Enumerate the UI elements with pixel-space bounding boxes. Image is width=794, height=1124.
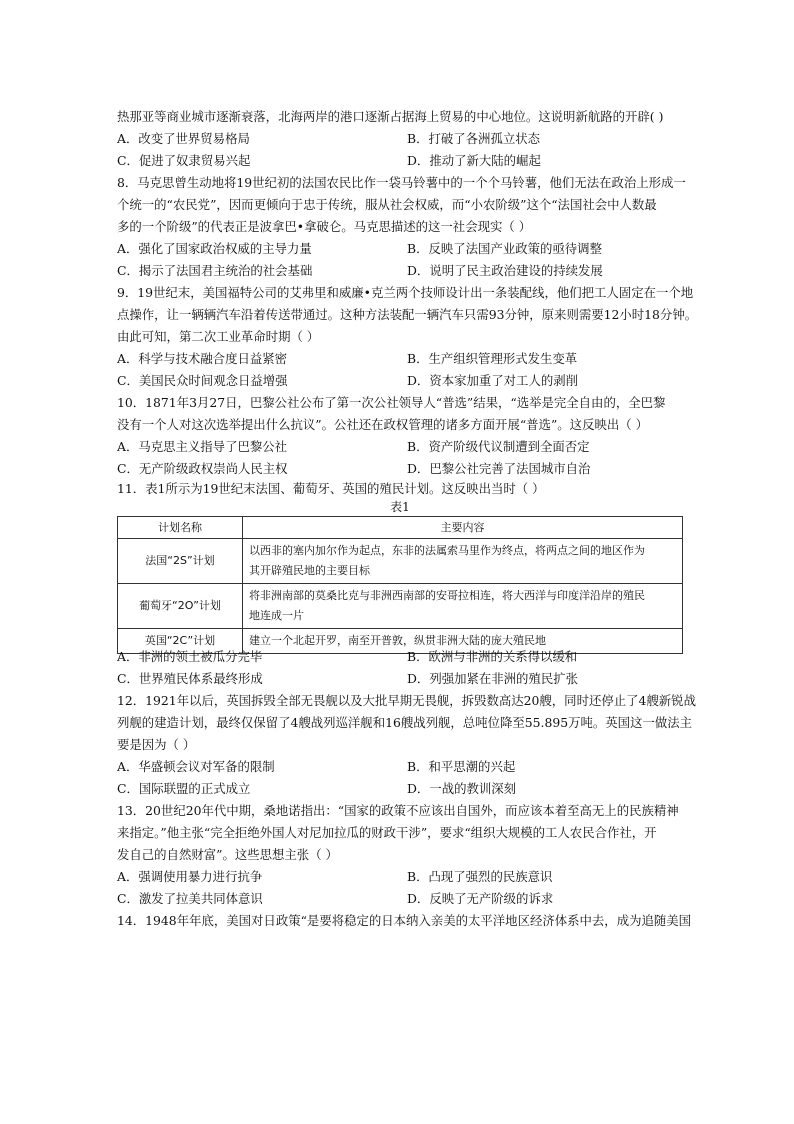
q10-option-d: D．巴黎公社完善了法国城市自治 <box>407 461 591 476</box>
q7-option-c: C．促进了奴隶贸易兴起 <box>117 153 251 168</box>
table-row <box>118 539 683 584</box>
q13-option-b: B．凸现了强烈的民族意识 <box>407 869 553 884</box>
q9-option-d: D．资本家加重了对工人的剥削 <box>407 373 579 388</box>
q11-option-d: D．列强加紧在非洲的殖民扩张 <box>407 671 579 686</box>
q9-stem-line2: 点操作，让一辆辆汽车沿着传送带通过。这种方法装配一辆汽车只需93分钟，原来则需要12小时18分钟。 <box>117 307 698 322</box>
q7-option-d: D．推动了新大陆的崛起 <box>407 153 541 168</box>
q8-option-c: C．揭示了法国君主统治的社会基础 <box>117 263 313 278</box>
q12-stem-line1: 12．1921年以后，英国拆毁全部无畏舰以及大批早期无畏舰，拆毁数高达20艘，同时还停止了4艘新锐战 <box>117 693 696 708</box>
table-header-row <box>118 517 683 539</box>
q10-option-b: B．资产阶级代议制遭到全面否定 <box>407 439 590 454</box>
colonial-plans-table <box>117 516 683 654</box>
q9-option-c: C．美国民众时间观念日益增强 <box>117 373 288 388</box>
q12-option-d: D．一战的教训深刻 <box>407 781 517 796</box>
table-row <box>118 584 683 629</box>
q11-option-b: B．欧洲与非洲的关系得以缓和 <box>407 649 578 664</box>
q7-option-b: B．打破了各洲孤立状态 <box>407 131 541 146</box>
q12-option-c: C．国际联盟的正式成立 <box>117 781 251 796</box>
table-cell-line: 其开辟殖民地的主要目标 <box>249 564 370 577</box>
q13-option-a: A．强调使用暴力进行抗争 <box>117 869 263 884</box>
table-cell-line: 将非洲南部的莫桑比克与非洲西南部的安哥拉相连，将大西洋与印度洋沿岸的殖民 <box>249 589 645 602</box>
q8-stem-line1: 8．马克思曾生动地将19世纪初的法国农民比作一袋马铃薯中的一个个马铃薯，他们无法在政治上形成一 <box>117 175 686 190</box>
q10-option-c: C．无产阶级政权崇尚人民主权 <box>117 461 288 476</box>
q14-stem-line1: 14．1948年年底，美国对日政策“是要将稳定的日本纳入亲美的太平洋地区经济体系中去，成为追随美国 <box>117 913 692 928</box>
table-cell-content <box>243 539 683 584</box>
q9-stem-line1: 9．19世纪末，美国福特公司的艾弗里和威廉•克兰两个技师设计出一条装配线，他们把工人固定在一个地 <box>117 285 694 300</box>
q8-option-d: D．说明了民主政治建设的持续发展 <box>407 263 603 278</box>
q10-stem-line1: 10．1871年3月27日，巴黎公社公布了第一次公社领导人“普选”结果，“选举是完全自由的，全巴黎 <box>117 395 666 410</box>
table-cell-plan-name: 葡萄牙“2O”计划 <box>118 584 243 629</box>
q13-stem-line3: 发自己的自然财富”。这些思想主张（ ） <box>117 847 338 862</box>
table-cell-plan-name: 法国“2S”计划 <box>118 539 243 584</box>
table-cell-content <box>243 584 683 629</box>
q11-stem: 11．表1所示为19世纪末法国、葡萄牙、英国的殖民计划。这反映出当时（ ） <box>117 481 545 496</box>
table-caption: 表1 <box>390 500 410 514</box>
q8-stem-line3: 多的一个阶级”的代表正是波拿巴•拿破仑。马克思描述的这一社会现实（ ） <box>117 219 532 234</box>
q8-option-b: B．反映了法国产业政策的亟待调整 <box>407 241 602 256</box>
q12-option-a: A．华盛顿会议对军备的限制 <box>117 759 275 774</box>
q7-stem-continued: 热那亚等商业城市逐渐衰落，北海两岸的港口逐渐占据海上贸易的中心地位。这说明新航路的开辟( ) <box>117 109 664 124</box>
q9-stem-line3: 由此可知，第二次工业革命时期（ ） <box>117 329 320 344</box>
q10-option-a: A．马克思主义指导了巴黎公社 <box>117 439 288 454</box>
q10-stem-line2: 没有一个人对这次选举提出什么抗议”。公社还在政权管理的诸多方面开展“普选”。这反映出（ ） <box>117 417 648 432</box>
table-cell-plan-name: 英国“2C”计划 <box>118 629 243 654</box>
q8-option-a: A．强化了国家政治权威的主导力量 <box>117 241 312 256</box>
q9-option-b: B．生产组织管理形式发生变革 <box>407 351 578 366</box>
q8-stem-line2: 个统一的“农民党”，因而更倾向于忠于传统，服从社会权威，而“小农阶级”这个“法国社会中人数最 <box>117 197 657 212</box>
table-cell-line: 地连成一片 <box>249 609 304 622</box>
q13-stem-line1: 13．20世纪20年代中期，桑地诺指出：“国家的政策不应该出自国外，而应该本着至高无上的民族精神 <box>117 803 679 818</box>
q12-stem-line2: 列舰的建造计划，最终仅保留了4艘战列巡洋舰和16艘战列舰，总吨位降至55.895万吨。英国这一做法主 <box>117 715 693 730</box>
q11-option-a: A．非洲的领土被瓜分完毕 <box>117 649 263 664</box>
table-header-plan-name: 计划名称 <box>118 517 243 539</box>
q12-stem-line3: 要是因为（ ） <box>117 737 196 752</box>
table-header-content: 主要内容 <box>243 517 683 539</box>
q13-option-d: D．反映了无产阶级的诉求 <box>407 891 554 906</box>
q9-option-a: A．科学与技术融合度日益紧密 <box>117 351 288 366</box>
table-cell-line: 建立一个北起开罗，南至开普敦，纵贯非洲大陆的庞大殖民地 <box>249 634 546 647</box>
q13-stem-line2: 来指定。”他主张“完全拒绝外国人对尼加拉瓜的财政干涉”，要求“组织大规模的工人农民合作社，开 <box>117 825 657 840</box>
q11-option-c: C．世界殖民体系最终形成 <box>117 671 263 686</box>
q13-option-c: C．激发了拉美共同体意识 <box>117 891 263 906</box>
q12-option-b: B．和平思潮的兴起 <box>407 759 516 774</box>
q7-option-a: A．改变了世界贸易格局 <box>117 131 250 146</box>
table-cell-line: 以西非的塞内加尔作为起点，东非的法属索马里作为终点，将两点之间的地区作为 <box>249 544 645 557</box>
